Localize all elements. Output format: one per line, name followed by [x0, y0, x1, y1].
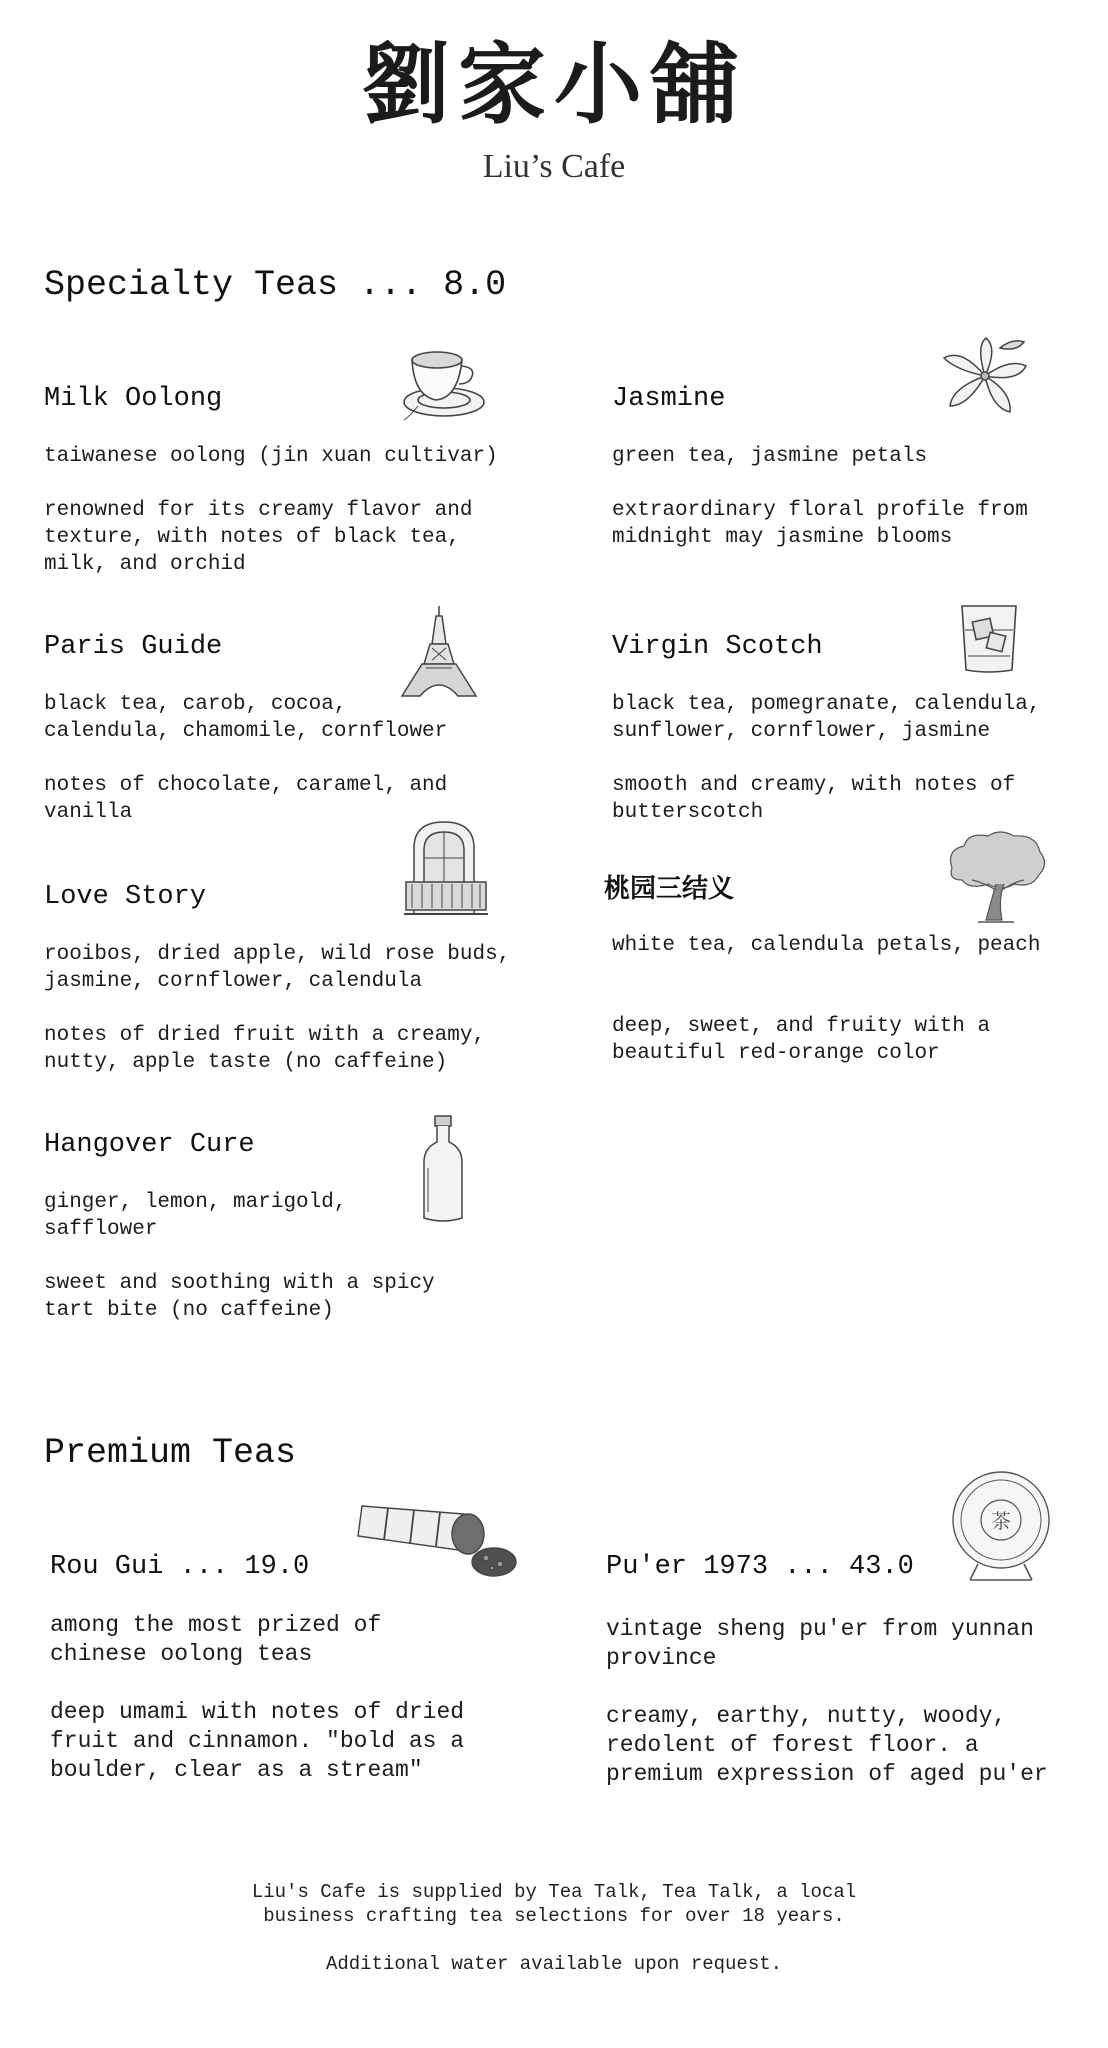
balcony-window-icon	[400, 818, 490, 924]
tea-notes: renowned for its creamy flavor and texture, with notes of black tea, milk, and orchid	[44, 499, 473, 576]
tea-name: Paris Guide	[44, 632, 223, 662]
puer-cake-icon	[948, 1468, 1054, 1584]
footer-water-note: Additional water available upon request.	[325, 1953, 783, 1975]
tea-ingredients: green tea, jasmine petals	[612, 445, 928, 468]
tea-roll-icon	[354, 1484, 520, 1584]
puer-cake-character: 茶	[991, 1509, 1011, 1533]
eiffel-tower-icon	[396, 604, 482, 700]
tea-ingredients: rooibos, dried apple, wild rose buds, jasmine, cornflower, calendula	[44, 943, 511, 993]
tea-ingredients: taiwanese oolong (jin xuan cultivar)	[44, 445, 498, 468]
teacup-icon	[396, 346, 488, 426]
tea-name: Pu'er 1973 ... 43.0	[606, 1552, 914, 1582]
tea-item-milk-oolong	[44, 386, 584, 578]
footer-supplier-note: Liu's Cafe is supplied by Tea Talk, Tea Talk, a local business crafting tea selections for over 18 years.	[251, 1881, 857, 1927]
tea-ingredients: vintage sheng pu'er from yunnan province	[606, 1616, 1034, 1671]
tea-item-rou-gui	[50, 1554, 590, 1785]
tea-name: Love Story	[44, 882, 207, 912]
tea-notes: notes of chocolate, caramel, and vanilla	[44, 774, 448, 824]
jasmine-flower-icon	[940, 336, 1030, 420]
tea-ingredients: among the most prized of chinese oolong teas	[50, 1612, 382, 1667]
peach-tree-icon	[942, 828, 1052, 926]
tea-notes: deep, sweet, and fruity with a beautiful red-orange color	[612, 1015, 991, 1065]
tea-notes: smooth and creamy, with notes of butterscotch	[612, 774, 1016, 824]
tea-name: Virgin Scotch	[612, 632, 823, 662]
tea-notes: creamy, earthy, nutty, woody, redolent of forest floor. a premium expression of aged pu'er	[606, 1703, 1048, 1787]
tea-item-love-story	[44, 884, 584, 1076]
tea-name: 桃园三结义	[604, 874, 735, 904]
section-title-premium: Premium Teas	[44, 1433, 297, 1473]
whiskey-glass-icon	[956, 600, 1022, 676]
tea-notes: extraordinary floral profile from midnight may jasmine blooms	[612, 499, 1028, 549]
tea-name: Jasmine	[612, 384, 726, 414]
tea-ingredients: ginger, lemon, marigold, safflower	[44, 1191, 347, 1241]
tea-item-hangover-cure	[44, 1132, 584, 1324]
brand-english-name: Liu’s Cafe	[482, 148, 626, 185]
tea-name: Rou Gui ... 19.0	[50, 1552, 310, 1582]
tea-name: Hangover Cure	[44, 1130, 255, 1160]
tea-notes: notes of dried fruit with a creamy, nutty, apple taste (no caffeine)	[44, 1024, 486, 1074]
tea-ingredients: black tea, carob, cocoa, calendula, chamomile, cornflower	[44, 693, 448, 743]
section-title-specialty: Specialty Teas ... 8.0	[44, 265, 507, 305]
tea-ingredients: white tea, calendula petals, peach	[612, 934, 1041, 957]
tea-notes: deep umami with notes of dried fruit and cinnamon. "bold as a boulder, clear as a stream"	[50, 1699, 465, 1783]
tea-notes: sweet and soothing with a spicy tart bite (no caffeine)	[44, 1272, 435, 1322]
footer	[0, 1880, 1108, 1976]
tea-ingredients: black tea, pomegranate, calendula, sunflower, cornflower, jasmine	[612, 693, 1041, 743]
brand-chinese-name: 劉家小舖	[361, 32, 746, 136]
tea-name: Milk Oolong	[44, 384, 223, 414]
bottle-icon	[418, 1114, 468, 1226]
tea-item-puer-1973	[606, 1554, 1086, 1789]
tea-item-paris-guide	[44, 634, 584, 826]
